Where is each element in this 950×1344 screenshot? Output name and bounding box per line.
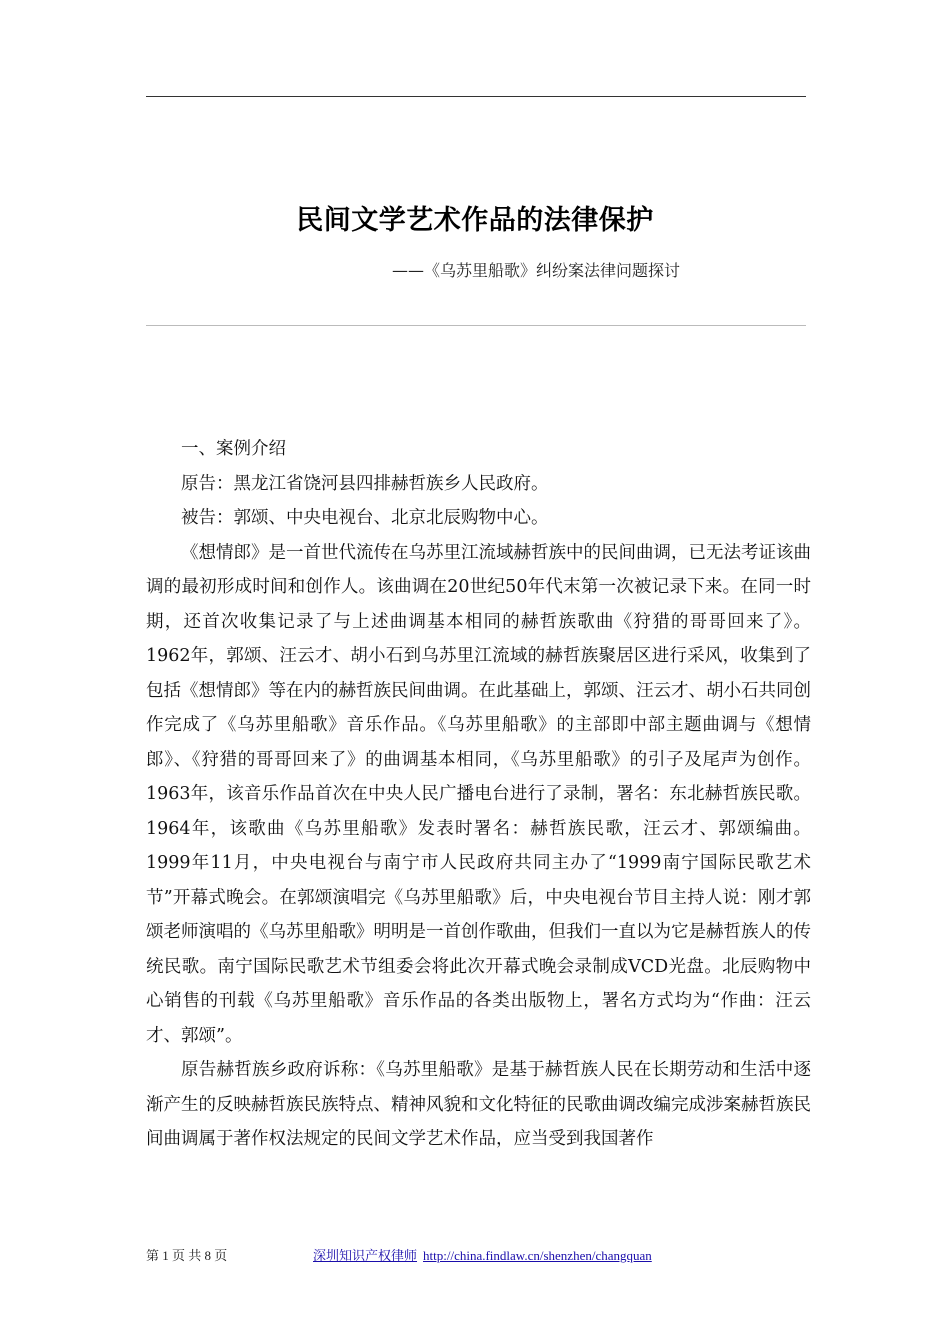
header-rule xyxy=(146,96,806,97)
document-subtitle: ——《乌苏里船歌》纠纷案法律问题探讨 xyxy=(392,261,681,280)
case-description-paragraph: 《想情郎》是一首世代流传在乌苏里江流域赫哲族中的民间曲调，已无法考证该曲调的最初形成时间和创作人。该曲调在20世纪50年代末第一次被记录下来。在同一时期，还首次收集记录了与上述曲调基本相同的赫哲族歌曲《狩猎的哥哥回来了》。1962年，郭颂、汪云才、胡小石到乌苏里江流域的赫哲族聚居区进行采风，收集到了包括《想情郎》等在内的赫哲族民间曲调。在此基础上，郭颂、汪云才、胡小石共同创作完成了《乌苏里船歌》音乐作品。《乌苏里船歌》的主部即中部主题曲调与《想情郎》、《狩猎的哥哥回来了》的曲调基本相同，《乌苏里船歌》的引子及尾声为创作。1963年，该音乐作品首次在中央人民广播电台进行了录制，署名：东北赫哲族民歌。1964年，该歌曲《乌苏里船歌》发表时署名：赫哲族民歌，汪云才、郭颂编曲。1999年11月，中央电视台与南宁市人民政府共同主办了“1999南宁国际民歌艺术节”开幕式晚会。在郭颂演唱完《乌苏里船歌》后，中央电视台节目主持人说：刚才郭颂老师演唱的《乌苏里船歌》明明是一首创作歌曲，但我们一直以为它是赫哲族人的传统民歌。南宁国际民歌艺术节组委会将此次开幕式晚会录制成VCD光盘。北辰购物中心销售的刊载《乌苏里船歌》音乐作品的各类出版物上，署名方式均为“作曲：汪云才、郭颂”。 xyxy=(146,542,811,1046)
lawyer-link[interactable]: 深圳知识产权律师 xyxy=(313,1248,418,1263)
page-footer xyxy=(146,1245,846,1264)
document-body xyxy=(146,432,811,1157)
plaintiff-line: 原告：黑龙江省饶河县四排赫哲族乡人民政府。 xyxy=(181,473,549,494)
section-heading: 一、案例介绍 xyxy=(181,439,286,459)
document-title: 民间文学艺术作品的法律保护 xyxy=(296,205,654,236)
title-divider xyxy=(146,325,806,326)
findlaw-url-link[interactable]: http://china.findlaw.cn/shenzhen/changquan xyxy=(423,1248,652,1263)
defendant-line: 被告：郭颂、中央电视台、北京北辰购物中心。 xyxy=(181,508,549,528)
plaintiff-claim-paragraph: 原告赫哲族乡政府诉称：《乌苏里船歌》是基于赫哲族人民在长期劳动和生活中逐渐产生的反映赫哲族民族特点、精神风貌和文化特征的民歌曲调改编完成涉案赫哲族民间曲调属于著作权法规定的民间文学艺术作品，应当受到我国著作 xyxy=(146,1060,811,1149)
page-number: 第 1 页 共 8 页 xyxy=(146,1248,228,1263)
